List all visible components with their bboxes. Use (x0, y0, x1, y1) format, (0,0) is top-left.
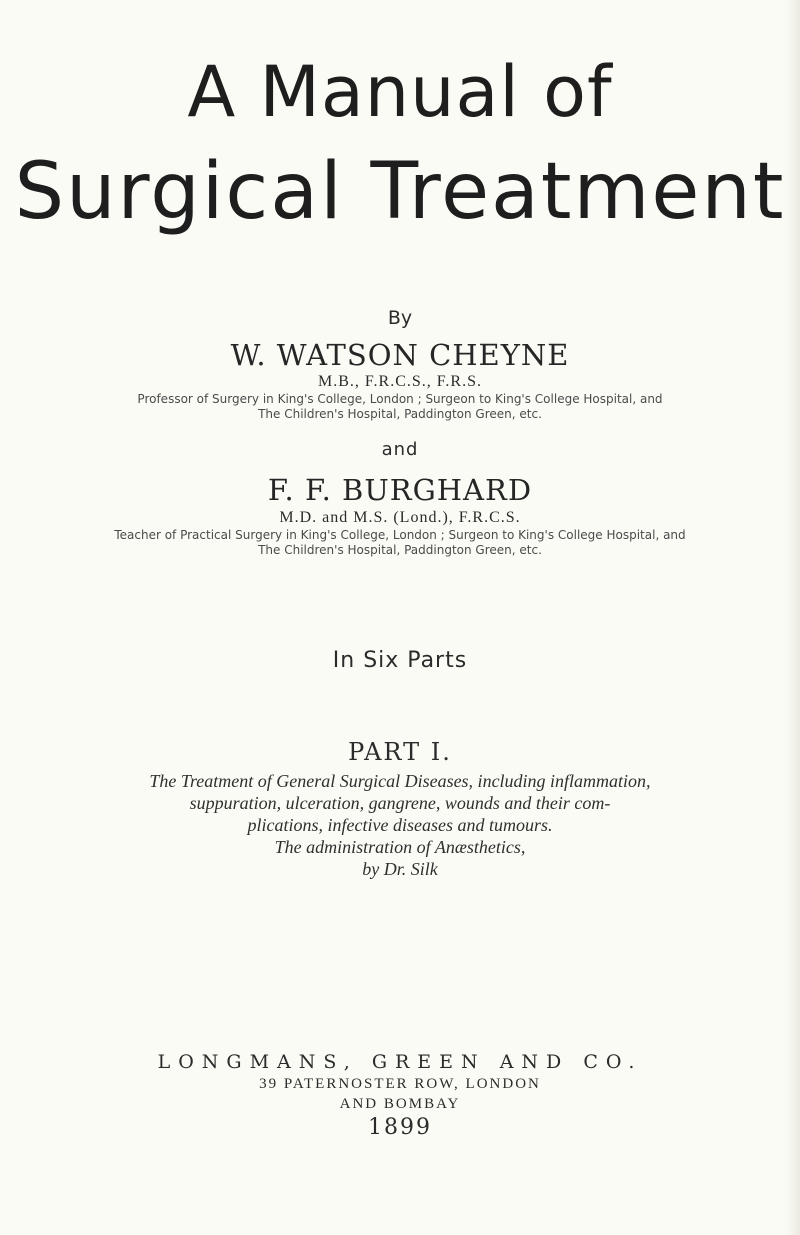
author-name-burghard: F. F. BURGHARD (267, 473, 533, 507)
book-title-line-1: A Manual of (187, 51, 613, 133)
parts-note: In Six Parts (332, 648, 468, 673)
author-affiliation-burghard-line-1: Teacher of Practical Surgery in King's College, London ; Surgeon to King's College Hospital, and (114, 528, 686, 542)
author-conjunction: and (381, 439, 419, 460)
book-title-line-2: Surgical Treatment (14, 147, 786, 237)
publisher-name: LONGMANS, GREEN AND CO. (157, 1051, 643, 1073)
publisher-address: 39 PATERNOSTER ROW, LONDON (259, 1076, 541, 1092)
publisher-city: AND BOMBAY (339, 1096, 461, 1112)
part-description-line-4: The administration of Anæsthetics, (274, 837, 526, 857)
author-affiliation-cheyne-line-2: The Children's Hospital, Paddington Green, etc. (258, 407, 542, 421)
byline: By (387, 307, 413, 329)
part-description-line-1: The Treatment of General Surgical Diseases, including inflammation, (149, 771, 651, 791)
part-heading: PART I. (348, 738, 452, 766)
part-description-line-2: suppuration, ulceration, gangrene, wounds and their com- (189, 793, 611, 813)
author-credentials-cheyne: M.B., F.R.C.S., F.R.S. (318, 373, 482, 390)
part-description-line-3: plications, infective diseases and tumours. (247, 815, 553, 835)
publication-year: 1899 (368, 1115, 432, 1140)
part-description-line-5: by Dr. Silk (362, 859, 438, 879)
author-name-cheyne: W. WATSON CHEYNE (230, 338, 570, 372)
author-credentials-burghard: M.D. and M.S. (Lond.), F.R.C.S. (279, 509, 521, 526)
author-affiliation-burghard-line-2: The Children's Hospital, Paddington Green, etc. (258, 543, 542, 557)
author-affiliation-cheyne-line-1: Professor of Surgery in King's College, London ; Surgeon to King's College Hospital, and (137, 392, 663, 406)
